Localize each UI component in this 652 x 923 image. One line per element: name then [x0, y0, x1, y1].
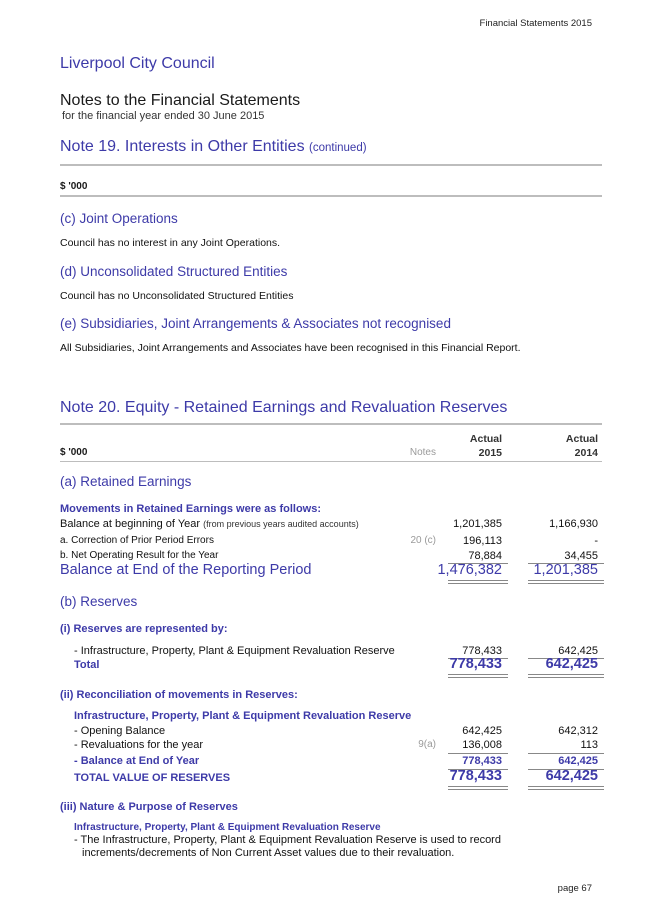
total-double-rule	[528, 789, 604, 790]
balance-end-label: - Balance at End of Year	[74, 755, 200, 767]
divider	[60, 164, 602, 166]
col-notes: Notes	[409, 447, 436, 458]
reserves-reconciliation-heading: (ii) Reconciliation of movements in Reserves:	[60, 689, 298, 701]
reserves-heading: (b) Reserves	[60, 594, 138, 609]
value-2014: 642,312	[558, 725, 598, 737]
note19-d-text: Council has no Unconsolidated Structured Entities	[60, 290, 294, 302]
value-2015: 778,433	[462, 645, 502, 657]
row-label: - Infrastructure, Property, Plant & Equipment Revaluation Reserve	[74, 645, 395, 657]
value-2014: -	[594, 535, 598, 547]
total-double-rule	[448, 677, 508, 678]
row-label: b. Net Operating Result for the Year	[60, 550, 219, 561]
notes-title: Notes to the Financial Statements	[60, 92, 301, 109]
retained-earnings-total-2014: 1,201,385	[533, 562, 598, 578]
retained-earnings-heading: (a) Retained Earnings	[60, 474, 192, 489]
balance-end-2015: 778,433	[462, 755, 502, 767]
purpose-text-line-2: increments/decrements of Non Current Asset values due to their revaluation.	[82, 847, 455, 859]
row-label: - Opening Balance	[74, 725, 166, 737]
note19-title	[60, 138, 367, 156]
page-number: page 67	[557, 883, 592, 894]
total-double-rule	[448, 786, 508, 787]
reserves-total-label: Total	[74, 659, 100, 671]
value-2015: 1,201,385	[453, 518, 502, 530]
note19-e-text: All Subsidiaries, Joint Arrangements and Associates have been recognised in this Financial Report.	[60, 342, 521, 354]
row-note: 9(a)	[418, 739, 436, 750]
reserves-purpose-heading: (iii) Nature & Purpose of Reserves	[60, 801, 238, 813]
note20-title: Note 20. Equity - Retained Earnings and Revaluation Reserves	[60, 399, 508, 416]
total-double-rule	[448, 789, 508, 790]
value-2014: 1,166,930	[549, 518, 598, 530]
value-2014: 113	[580, 739, 598, 751]
total-double-rule	[528, 677, 604, 678]
row-label-text: Balance at beginning of Year	[60, 518, 201, 530]
value-2015: 136,008	[462, 739, 502, 751]
divider	[60, 423, 602, 425]
divider	[60, 461, 602, 462]
total-double-rule	[528, 580, 604, 581]
retained-earnings-subheading: Movements in Retained Earnings were as follows:	[60, 503, 322, 515]
note19-title-text: Note 19. Interests in Other Entities	[60, 138, 305, 155]
divider	[60, 195, 602, 197]
document-header: Financial Statements 2015	[479, 18, 592, 29]
total-reserves-2014: 642,425	[545, 768, 598, 784]
reserves-total-2014: 642,425	[545, 656, 598, 672]
total-double-rule	[528, 583, 604, 584]
note19-e-heading: (e) Subsidiaries, Joint Arrangements & Associates not recognised	[60, 316, 451, 331]
purpose-text-line-1: - The Infrastructure, Property, Plant & Equipment Revaluation Reserve is used to record	[74, 834, 501, 846]
total-reserves-2015: 778,433	[449, 768, 502, 784]
retained-earnings-total-label: Balance at End of the Reporting Period	[60, 562, 312, 578]
note19-continued: (continued)	[309, 142, 367, 154]
reserves-represented-heading: (i) Reserves are represented by:	[60, 623, 228, 635]
purpose-subheading: Infrastructure, Property, Plant & Equipment Revaluation Reserve	[74, 822, 381, 833]
council-name: Liverpool City Council	[60, 55, 215, 72]
total-double-rule	[448, 583, 508, 584]
row-label: - Revaluations for the year	[74, 739, 204, 751]
value-2015: 78,884	[468, 550, 502, 562]
reserves-total-2015: 778,433	[449, 656, 502, 672]
retained-earnings-total-2015: 1,476,382	[437, 562, 502, 578]
value-2014: 642,425	[558, 645, 598, 657]
col-year-2015: 2015	[478, 447, 502, 459]
notes-subtitle: for the financial year ended 30 June 2015	[62, 110, 265, 122]
col-actual-2014: Actual	[565, 433, 598, 445]
note19-c-heading: (c) Joint Operations	[60, 211, 178, 226]
reconciliation-subheading: Infrastructure, Property, Plant & Equipment Revaluation Reserve	[74, 710, 412, 722]
note19-d-heading: (d) Unconsolidated Structured Entities	[60, 264, 288, 279]
balance-end-2014: 642,425	[558, 755, 598, 767]
subtotal-rule	[528, 753, 604, 754]
note19-unit: $ '000	[60, 181, 88, 192]
note19-c-text: Council has no interest in any Joint Operations.	[60, 237, 281, 249]
total-double-rule	[448, 674, 508, 675]
total-double-rule	[528, 674, 604, 675]
note20-unit: $ '000	[60, 447, 88, 458]
total-reserves-label: TOTAL VALUE OF RESERVES	[74, 772, 231, 784]
value-2014: 34,455	[564, 550, 598, 562]
total-double-rule	[448, 580, 508, 581]
row-label: a. Correction of Prior Period Errors	[60, 535, 214, 546]
total-double-rule	[528, 786, 604, 787]
col-year-2014: 2014	[574, 447, 598, 459]
value-2015: 196,113	[463, 535, 502, 547]
row-note: 20 (c)	[410, 535, 436, 546]
col-actual-2015: Actual	[469, 433, 502, 445]
row-label	[60, 518, 359, 530]
subtotal-rule	[448, 753, 508, 754]
row-label-detail: (from previous years audited accounts)	[203, 519, 359, 529]
value-2015: 642,425	[462, 725, 502, 737]
